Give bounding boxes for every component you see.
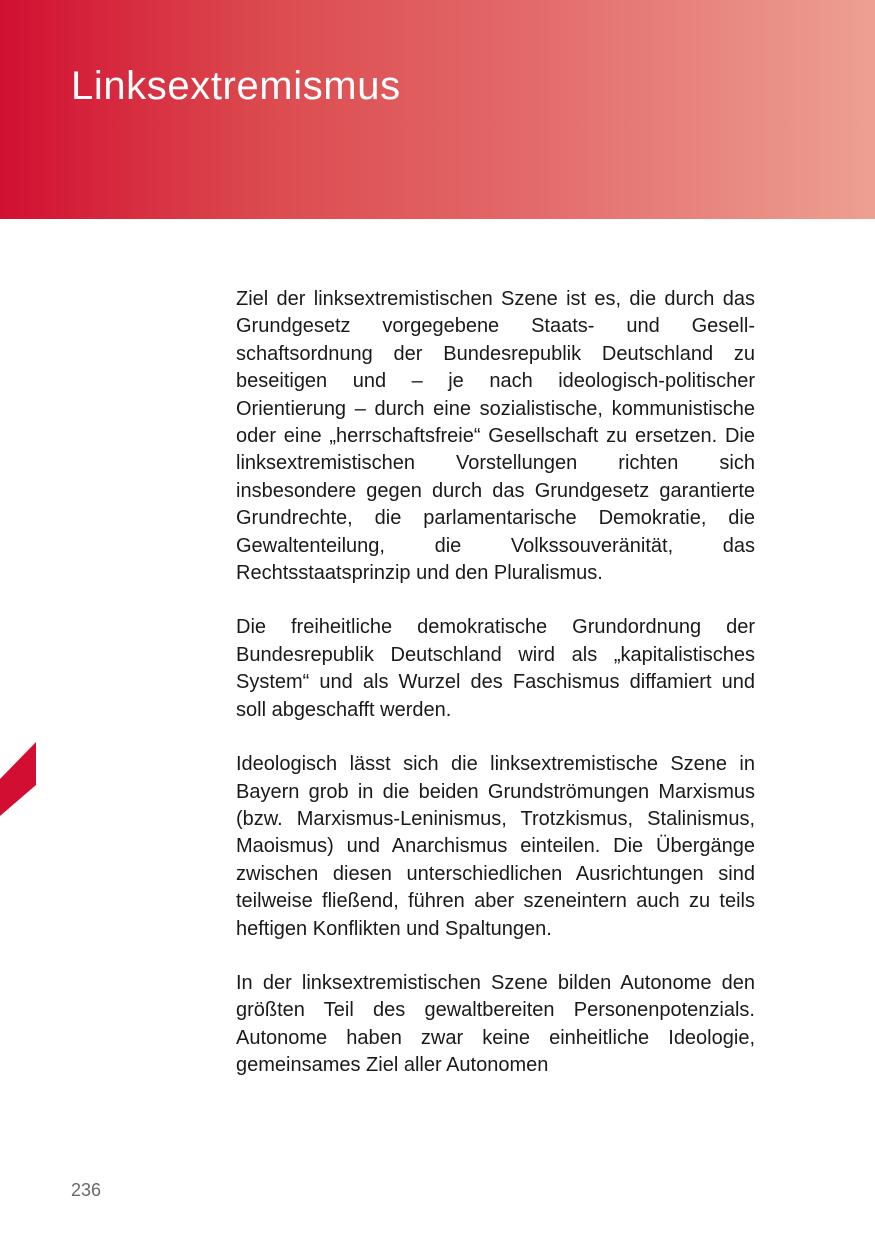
chapter-side-marker (0, 742, 36, 816)
page-number: 236 (71, 1180, 102, 1200)
chapter-title: Linksextremismus (71, 64, 401, 108)
paragraph-2: Die freiheitliche demokratische Grundordnung der Bundesrepublik Deutschland wird als „kapitalistisches System“ und als Wurzel des Faschismus diffamiert und soll abgeschafft werden. (236, 616, 755, 721)
paragraph-4: In der linksextremistischen Szene bilden Autonome den größten Teil des gewaltbereiten Personenpotenzials. Autonome haben zwar keine einheitliche Ideologie, gemeinsames Ziel aller Autonomen (236, 971, 755, 1077)
paragraph-3: Ideologisch lässt sich die linksextremistische Szene in Bayern grob in die beiden Grundströmungen Marxismus (bzw. Marxismus-Leninismus, Trotzkismus, Stalinismus, Maoismus) und Anarchismus einteilen. Die Übergänge zwischen diesen unterschiedlichen Ausrichtungen sind teilweise fließend, führen aber szeneintern auch zu teils heftigen Konflikten und Spaltungen. (236, 753, 755, 940)
body-text (236, 286, 755, 1107)
chapter-header-band (0, 0, 875, 219)
paragraph-1: Ziel der linksextremistischen Szene ist es, die durch das Grundgesetz vorgegebene Staats- und Gesellschaftsordnung der Bundesrepublik Deutschland zu beseitigen und – je nach ideologisch-politischer Orientierung – durch eine sozialistische, kommunistische oder eine „herrschaftsfreie“ Gesellschaft zu ersetzen. Die linksextremistischen Vorstellungen richten sich insbesondere gegen durch das Grundgesetz garantierte Grundrechte, die parlamentarische Demokratie, die Gewaltenteilung, die Volkssouveränität, das Rechtsstaatsprinzip und den Pluralismus. (236, 288, 755, 585)
side-marker-shape (0, 742, 36, 816)
